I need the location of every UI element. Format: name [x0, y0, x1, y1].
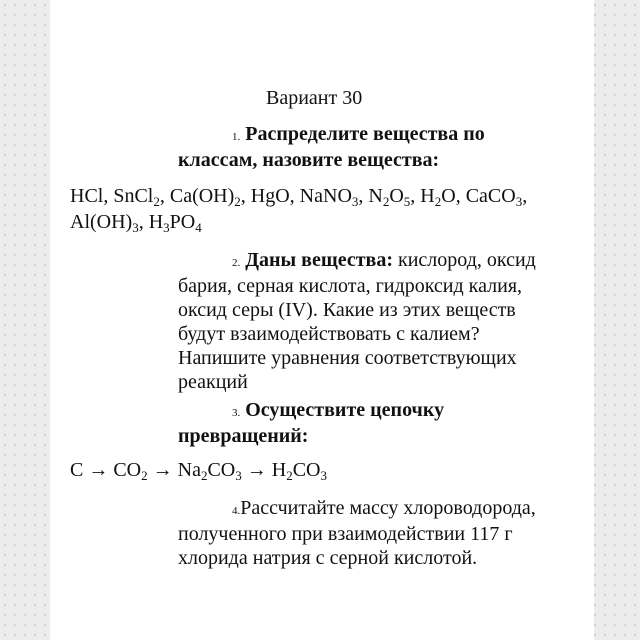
task4-number: 4.	[232, 505, 241, 517]
task2-line4: будут взаимодействовать с калием?	[178, 323, 480, 345]
task4-line3: хлорида натрия с серной кислотой.	[178, 547, 478, 569]
task2-line2: бария, серная кислота, гидроксид калия,	[178, 275, 523, 297]
task2-line5: Напишите уравнения соответствующих	[178, 347, 517, 369]
task3-chain: $C \to CO_2 \to Na_2CO_3 \to H_2CO_3$	[70, 459, 327, 483]
task1-heading-line2: классам, назовите вещества:	[178, 149, 440, 171]
task3-heading-line2: превращений:	[178, 425, 309, 447]
task2-line6: реакций	[178, 371, 248, 393]
task1-heading-line1	[232, 122, 485, 149]
task3-heading-line1: 3. Осуществите цепочку	[232, 399, 445, 421]
task2-line1: 2. Даны вещества: кислород, оксид	[232, 249, 536, 271]
task4-line2: полученного при взаимодействии 117 г	[178, 523, 513, 545]
task4-line1: 4.Рассчитайте массу хлороводорода,	[232, 497, 536, 519]
task2-line3: оксид серы (IV). Какие из этих веществ	[178, 299, 516, 321]
task1-formulas-line2: $Al(OH)_3$, $H_3PO_4$	[70, 211, 202, 235]
variant-title: Вариант 30	[266, 87, 363, 109]
task1-formulas-line1: HCl, SnCl$_2$, $Ca(OH)_2$, HgO, NaNO$_3$, $N_2O_5$, $H_2O$, CaCO$_3$,	[70, 185, 528, 209]
task1-number: 1.	[232, 131, 241, 143]
task2-heading: Даны вещества:	[245, 249, 393, 271]
task3-number: 3.	[232, 407, 241, 419]
task2-number: 2.	[232, 257, 241, 269]
task1-heading-text: Распределите вещества по	[245, 123, 485, 145]
